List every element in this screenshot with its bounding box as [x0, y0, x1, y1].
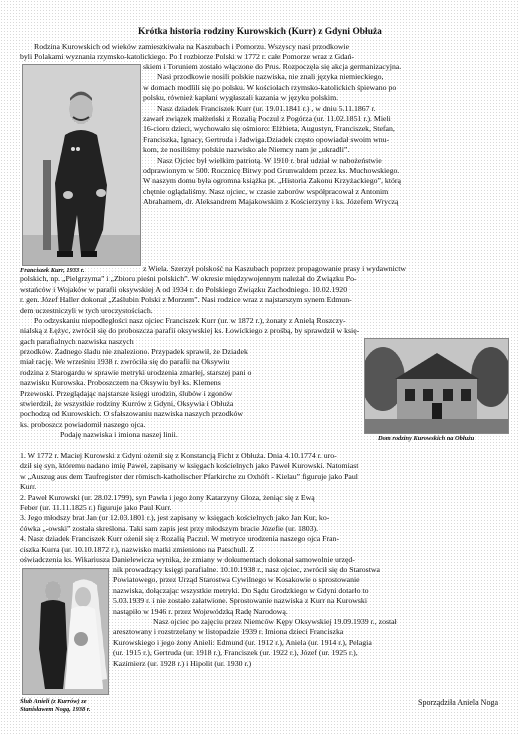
signature: Sporządziła Aniela Noga: [418, 698, 498, 707]
text-line: nialską z Łężyc, zwrócił się do proboszcza parafii oksywskiej ks. Łowickiego z prośbą, by sprawdził w księ-: [20, 326, 360, 336]
text-line: Rodzina Kurowskich od wieków zamieszkiwała na Kaszubach i Pomorzu. Wszyscy nasi przodkowie: [34, 42, 350, 51]
portrait-image: [23, 65, 140, 265]
text-line: miał rację. We wrześniu 1938 r. zwróciła się do parafii na Oksywiu: [20, 357, 230, 367]
text-line: wstańców i Wojaków w parafii oksywskiej A od 1934 r. do Polskiego Związku Zachodniego. 10.02.1920: [20, 284, 348, 294]
paragraph-lineage: [20, 451, 508, 565]
list-item: 3. Jego młodszy brat Jan (ur 12.03.1801 r.), jest zapisany w księgach kościelnych jako Jan Kur, ko-: [20, 513, 330, 523]
text-line: w „Auszug aus dem Taufregister der römisch-katholischer Pfarkirche zu Oxhöft - Kielau” figuruje jako Paul: [20, 471, 358, 481]
text-line: W naszym domu była ogromna książka pt. „Historia Zakonu Krzyżackiego”, którą: [143, 176, 401, 186]
text-line: z Wiela. Szerzył polskość na Kaszubach poprzez propagowanie prasy i wydawnictw: [143, 264, 407, 273]
text-line: dził się syn, któremu nadano imię Paweł, zapisany w księgach kościelnych jako Paweł Kurowski. Natomiast: [20, 461, 359, 471]
text-line: nastąpiło w 1946 r. przez Wojewódzką Radę Narodową.: [113, 606, 288, 616]
text-line: 16-cioro dzieci, wychowało się ośmioro: Elżbieta, Augustyn, Franciszek, Stefan,: [143, 124, 395, 134]
text-line: nazwiska, dołączając wszystkie metryki. Do Sądu Grodzkiego w Gdyni dotarło to: [113, 585, 369, 595]
wedding-caption: [20, 698, 91, 714]
text-line: Przewoski. Przeglądając najstarsze księgi urodzin, ślubów i zgonów: [20, 388, 233, 398]
list-item: 1. W 1772 r. Maciej Kurowski z Gdyni ożenił się z Konstancją Ficht z Obłuża. Dnia 4.10.1774 r. uro-: [20, 451, 337, 460]
text-line: Po odzyskaniu niepodległości nasz ojciec Franciszek Kurr (ur. w 1872 r.), żonaty z Anielą Roszczy-: [34, 316, 346, 326]
text-line: Kazimierz (ur. 1928 r.) i Hipolit (ur. 1930 r.): [113, 658, 252, 668]
text-line: nik prowadzący księgi parafialne. 10.10.1938 r., nasz ojciec, zwrócił się do Starostwa: [113, 565, 380, 574]
text-line: Nasz dziadek Franciszek Kurr (ur. 19.01.1841 r.) , w dniu 5.11.1867 r.: [157, 103, 376, 113]
paragraph-rectification: [113, 565, 508, 669]
text-line: (ur. 1915 r.), Gertruda (ur. 1918 r.), Franciszek (ur. 1922 r.), Józef (ur. 1925 r.),: [113, 648, 358, 658]
paragraph-discovery: [20, 347, 360, 441]
text-line: Powiatowego, przez Urząd Starostwa Cywilnego w Kosakowie o sprostowanie: [113, 575, 360, 585]
text-line: skiem i Toruniem zostało włączone do Prus. Rozpoczęła się akcja germanizacyjna.: [143, 62, 402, 71]
text-line: chętnie oglądaliśmy. Nasz ojciec, w czasie zaborów współpracował z Antonim: [143, 186, 389, 196]
text-line: byli Polakami wyznania rzymsko-katolickiego. Po I rozbiorze Polski w 1772 r. całe Pomorze wraz z Gdań-: [20, 52, 355, 62]
house-image: [365, 339, 508, 433]
text-line: Kurr.: [20, 482, 37, 492]
text-line: stwierdził, że wszystkie rodziny Kurrów z Gdyni, Oksywia i Obłuża: [20, 399, 234, 409]
text-line: Nasi przodkowie nosili polskie nazwiska, nie znali języka niemieckiego,: [157, 72, 384, 82]
text-line: rodzina z Starogardu w sprawie metryki urodzenia zmarłej, starszej pani o: [20, 367, 252, 377]
text-line: Podaję nazwiska i imiona naszej linii.: [60, 430, 178, 440]
text-line: zawarł związek małżeński z Rozalią Poczul z Pogórza (ur. 11.02.1851 r.). Mieli: [143, 114, 391, 124]
list-item: 4. Nasz dziadek Franciszek Kurr ożenił się z Rozalią Paczul. W metryce urodzenia naszego ojca Fran-: [20, 534, 340, 544]
wedding-image: [23, 569, 108, 694]
text-line: Feber (ur. 11.11.1825 r.) figuruje jako Paul Kurr.: [20, 503, 172, 513]
text-line: kom, że nosiliśmy polskie nazwisko ale Niemcy nam je „ukradli”.: [143, 145, 350, 155]
text-line: Nasz Ojciec był wielkim patriotą. W 1910 r. brał udział w nabożeństwie: [157, 155, 382, 165]
text-line: Kurowskiego i jego żony Anieli: Edmund (ur. 1912 r.), Aniela (ur. 1914 r.), Pelagia: [113, 637, 372, 647]
text-line: ćówka „-owski” została skreślona. Taki sam zapis jest przy młodszym bracie Józefie (ur. 1803).: [20, 523, 319, 533]
text-line: przodków. Żadnego śladu nie znaleziono. Przypadek sprawił, że Dziadek: [20, 347, 248, 356]
text-line: Franciszka, Ignacy, Gertruda i Jadwiga.Dziadek często opowiadał swoim wnu-: [143, 134, 390, 144]
text-line: polsku, również kapłani wygłaszali kazania w języku polskim.: [143, 93, 339, 103]
page-title: Krótka historia rodziny Kurowskich (Kurr) z Gdyni Obłuża: [138, 27, 382, 37]
paragraph-germanization: [143, 62, 508, 208]
text-line: nazwisku Kurowska. Proboszczem na Oksywiu był ks. Klemens: [20, 378, 221, 388]
text-line: dem uczestniczyli w tych uroczystościach.: [20, 305, 153, 315]
text-line: gach parafialnych nazwiska naszych: [20, 336, 134, 346]
wedding-photo: [22, 568, 109, 695]
house-photo: [364, 338, 509, 434]
text-line: Nasz ojciec po zajęciu przez Niemców Kępy Oksywskiej 19.09.1939 r., został: [153, 617, 397, 627]
text-line: polskich, np. „Pielgrzyma” i „Zbioru pieśni polskich”. W okresie międzywojennym należał do Związku Po-: [20, 274, 357, 284]
text-line: oświadczenia ks. Wikariusza Danielewicza wynika, że zmiany w dokumentach dokonał samowolnie urzęd-: [20, 555, 355, 565]
text-line: odprawionym w 500. Rocznicę Bitwy pod Grunwaldem przez ks. Muchowskiego.: [143, 166, 400, 176]
text-line: 5.03.1939 r. i nie zostało załatwione. Sprostowanie nazwiska z Kurr na Kurowski: [113, 596, 367, 606]
text-line: aresztowany i rozstrzelany w listopadzie 1939 r. Imiona dzieci Franciszka: [113, 627, 344, 637]
portrait-caption: Franciszek Kurr, 1933 r.: [20, 267, 85, 274]
house-caption: Dom rodziny Kurowskich na Obłużu: [378, 435, 475, 442]
text-line: pochodzą od Kurowskich. O sfałszowaniu nazwiska naszych przodków: [20, 409, 244, 419]
intro-paragraph: [20, 42, 508, 63]
portrait-photo-franciszek-kurr: [22, 64, 141, 266]
paragraph-patriotism: [20, 264, 508, 347]
text-line: Abrahamem, dr. Aleksandrem Majakowskim z Kościerzyny i ks. Józefem Wryczą: [143, 197, 399, 207]
text-line: r. gen. Józef Haller dokonał „Zaślubin Polski z Morzem”. Nasi rodzice wraz z najstarszym synem Edmun-: [20, 295, 352, 305]
text-line: w domach modlili się po polsku. W kościołach rzymsko-katolickich śpiewano po: [143, 82, 397, 92]
list-item: 2. Paweł Kurowski (ur. 28.02.1799), syn Pawła i jego żony Katarzyny Gloza, żeniąc się z Ewą: [20, 492, 315, 502]
caption-line: Stanisławem Nogą, 1938 r.: [20, 706, 91, 714]
text-line: ciszka Kurra (ur. 10.10.1872 r.), nazwisko matki zmieniono na Patschull. Z: [20, 544, 255, 554]
caption-line: Ślub Anieli (z Kurrów) ze: [20, 698, 87, 705]
text-line: ks. proboszcz powiadomił naszego ojca.: [20, 419, 146, 429]
